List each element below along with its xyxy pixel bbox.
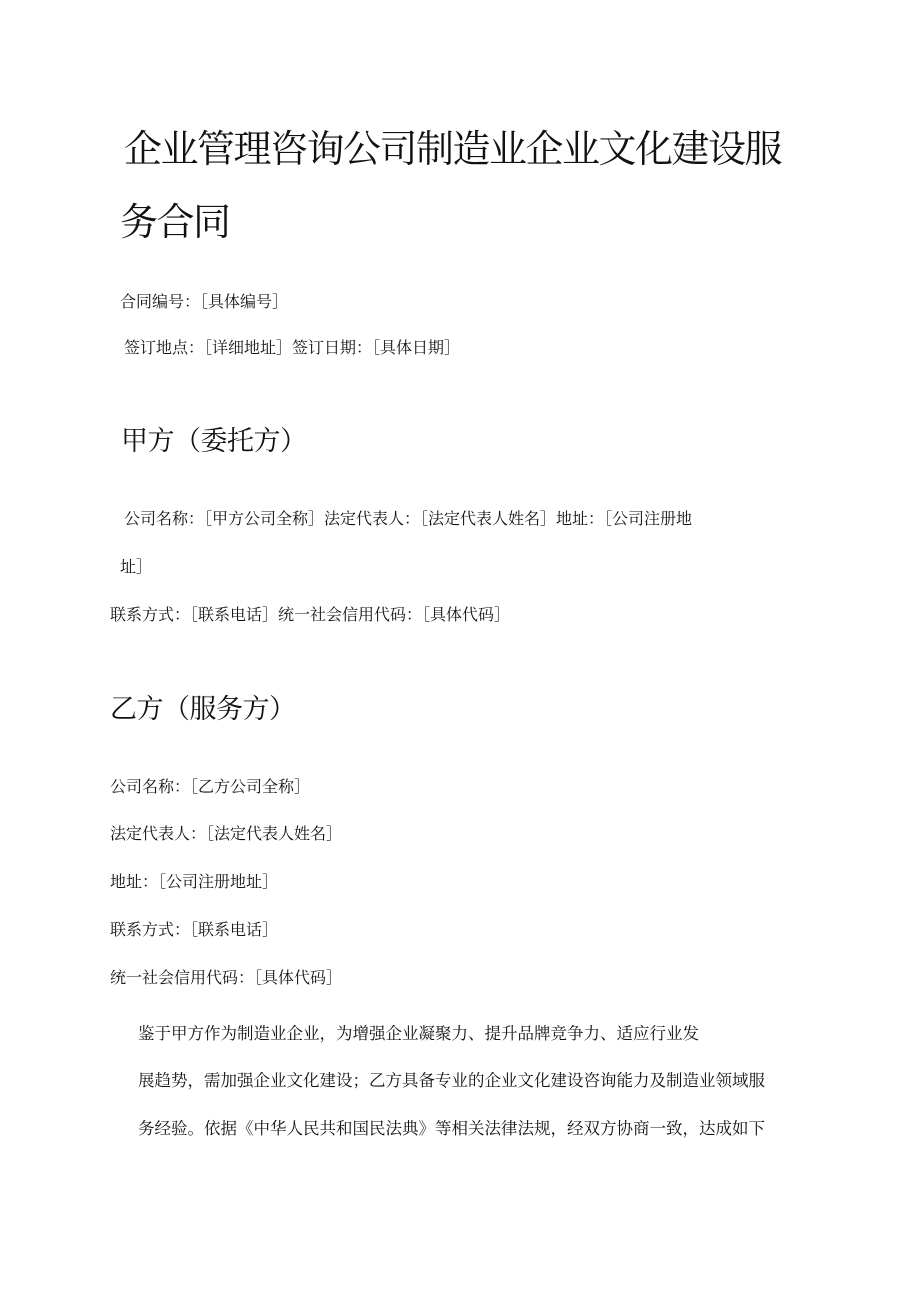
party-a-info-line-1: 公司名称：［甲方公司全称］法定代表人：［法定代表人姓名］地址：［公司注册地 bbox=[124, 509, 693, 528]
party-b-credit-code: 统一社会信用代码：［具体代码］ bbox=[110, 968, 343, 987]
party-b-contact: 联系方式：［联系电话］ bbox=[110, 920, 279, 939]
party-a-info-line-3: 联系方式：［联系电话］统一社会信用代码：［具体代码］ bbox=[110, 605, 511, 624]
document-title-line-2: 务合同 bbox=[120, 200, 230, 244]
party-b-heading: 乙方（服务方） bbox=[110, 694, 296, 725]
party-b-address: 地址：［公司注册地址］ bbox=[110, 872, 279, 891]
party-b-legal-rep: 法定代表人：［法定代表人姓名］ bbox=[110, 824, 343, 843]
preamble-line-3: 务经验。依据《中华人民共和国民法典》等相关法律法规，经双方协商一致，达成如下 bbox=[138, 1119, 765, 1138]
document-title-line-1: 企业管理咨询公司制造业企业文化建设服 bbox=[124, 127, 782, 171]
signing-place-date: 签订地点：［详细地址］签订日期：［具体日期］ bbox=[124, 338, 461, 357]
party-b-company-name: 公司名称：［乙方公司全称］ bbox=[110, 777, 311, 796]
preamble-line-1: 鉴于甲方作为制造业企业，为增强企业凝聚力、提升品牌竞争力、适应行业发 bbox=[138, 1024, 699, 1043]
party-a-heading: 甲方（委托方） bbox=[121, 426, 307, 457]
party-a-info-line-2: 址］ bbox=[120, 557, 153, 576]
contract-number: 合同编号：［具体编号］ bbox=[120, 292, 289, 311]
preamble-line-2: 展趋势，需加强企业文化建设；乙方具备专业的企业文化建设咨询能力及制造业领域服 bbox=[138, 1071, 765, 1090]
